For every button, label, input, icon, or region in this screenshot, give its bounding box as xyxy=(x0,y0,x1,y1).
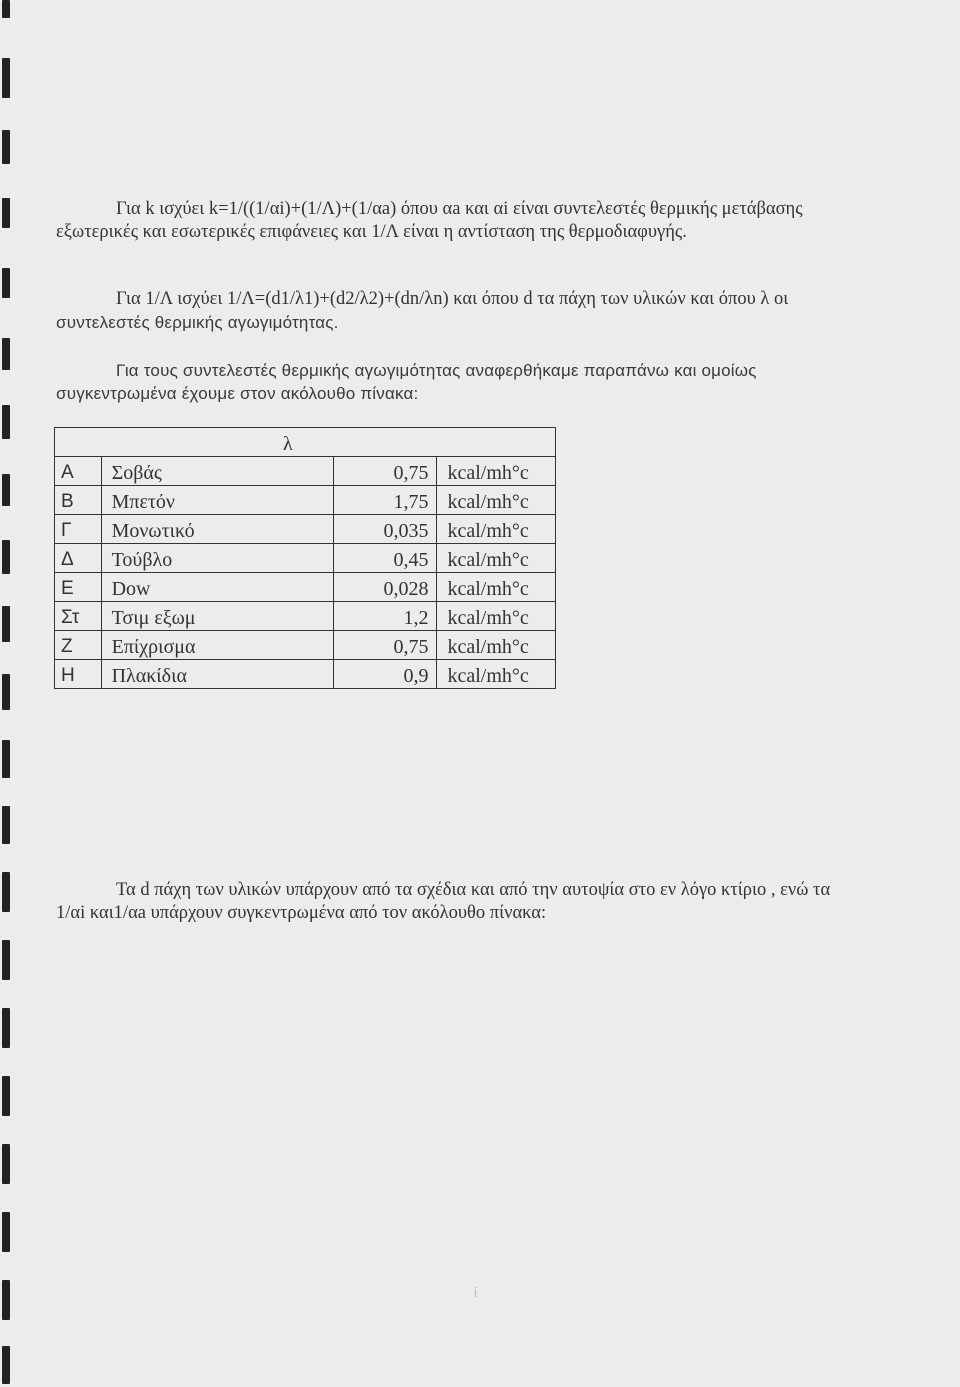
paragraph-line: συντελεστές θερμικής αγωγιμότητας. xyxy=(56,313,339,332)
row-code: Ε xyxy=(55,573,102,602)
row-code: Ζ xyxy=(55,631,102,660)
row-unit: kcal/mh°c xyxy=(437,573,556,602)
paragraph-line: Για τους συντελεστές θερμικής αγωγιμότητας αναφερθήκαμε παραπάνω και ομοίως xyxy=(116,361,757,380)
table-row xyxy=(55,660,556,689)
row-value: 0,035 xyxy=(333,515,437,544)
row-value: 0,028 xyxy=(333,573,437,602)
table-row xyxy=(55,544,556,573)
paragraph-thickness xyxy=(56,879,876,925)
row-code: Στ xyxy=(55,602,102,631)
paragraph-line: Για 1/Λ ισχύει 1/Λ=(d1/λ1)+(d2/λ2)+(dn/λn) και όπου d τα πάχη των υλικών και όπου λ οι xyxy=(116,289,789,309)
row-code: Η xyxy=(55,660,102,689)
row-material: Dow xyxy=(101,573,333,602)
row-value: 1,75 xyxy=(333,486,437,515)
binding-mark xyxy=(2,872,10,912)
row-code: Δ xyxy=(55,544,102,573)
row-unit: kcal/mh°c xyxy=(437,660,556,689)
paragraph-k-formula xyxy=(56,198,876,244)
paragraph-lambda-formula xyxy=(56,288,876,334)
row-material: Τσιμ εξωμ xyxy=(101,602,333,631)
binding-mark xyxy=(2,1212,10,1252)
row-material: Επίχρισμα xyxy=(101,631,333,660)
row-value: 0,75 xyxy=(333,631,437,660)
binding-mark xyxy=(2,1076,10,1116)
row-unit: kcal/mh°c xyxy=(437,486,556,515)
binding-mark xyxy=(2,674,10,710)
paragraph-line: συγκεντρωμένα έχουμε στον ακόλουθο πίνακα: xyxy=(56,384,419,403)
row-unit: kcal/mh°c xyxy=(437,515,556,544)
row-material: Πλακίδια xyxy=(101,660,333,689)
table-header-row xyxy=(55,428,556,457)
binding-mark xyxy=(2,58,10,98)
table-row xyxy=(55,573,556,602)
row-value: 1,2 xyxy=(333,602,437,631)
row-unit: kcal/mh°c xyxy=(437,457,556,486)
binding-mark xyxy=(2,940,10,980)
binding-mark xyxy=(2,1144,10,1184)
binding-mark xyxy=(2,540,10,574)
table-row xyxy=(55,602,556,631)
paragraph-line: 1/αi και1/αa υπάρχουν συγκεντρωμένα από τον ακόλουθο πίνακα: xyxy=(56,903,547,923)
paragraph-line: Για k ισχύει k=1/((1/αi)+(1/Λ)+(1/αa) όπου αa και αi είναι συντελεστές θερμικής μετάβασης xyxy=(116,199,803,219)
binding-mark xyxy=(2,740,10,778)
row-value: 0,75 xyxy=(333,457,437,486)
table-header-lambda: λ xyxy=(55,428,556,457)
binding-mark xyxy=(2,338,10,370)
paragraph-line: Τα d πάχη των υλικών υπάρχουν από τα σχέδια και από την αυτοψία στο εν λόγο κτίριο , ενώ τα xyxy=(116,880,831,900)
row-code: Β xyxy=(55,486,102,515)
table-row xyxy=(55,631,556,660)
row-code: Γ xyxy=(55,515,102,544)
row-material: Τούβλο xyxy=(101,544,333,573)
binding-mark xyxy=(2,405,10,439)
row-material: Σοβάς xyxy=(101,457,333,486)
row-value: 0,9 xyxy=(333,660,437,689)
row-unit: kcal/mh°c xyxy=(437,602,556,631)
binding-edge xyxy=(0,0,14,1387)
row-material: Μπετόν xyxy=(101,486,333,515)
binding-mark xyxy=(2,1346,10,1384)
binding-mark xyxy=(2,474,10,506)
binding-mark xyxy=(2,198,10,228)
binding-mark xyxy=(2,806,10,844)
table-row xyxy=(55,457,556,486)
lambda-table xyxy=(54,427,556,689)
row-value: 0,45 xyxy=(333,544,437,573)
binding-mark xyxy=(2,1008,10,1048)
page-number: i xyxy=(474,1284,478,1300)
row-unit: kcal/mh°c xyxy=(437,631,556,660)
binding-mark xyxy=(2,130,10,164)
paragraph-table-intro xyxy=(56,359,876,405)
row-material: Μονωτικό xyxy=(101,515,333,544)
row-code: Α xyxy=(55,457,102,486)
table-row xyxy=(55,486,556,515)
table-row xyxy=(55,515,556,544)
binding-mark xyxy=(2,606,10,642)
binding-mark xyxy=(2,1280,10,1320)
row-unit: kcal/mh°c xyxy=(437,544,556,573)
paragraph-line: εξωτερικές και εσωτερικές επιφάνειες και 1/Λ είναι η αντίσταση της θερμοδιαφυγής. xyxy=(56,222,687,242)
binding-mark xyxy=(2,0,10,18)
binding-mark xyxy=(2,268,10,298)
